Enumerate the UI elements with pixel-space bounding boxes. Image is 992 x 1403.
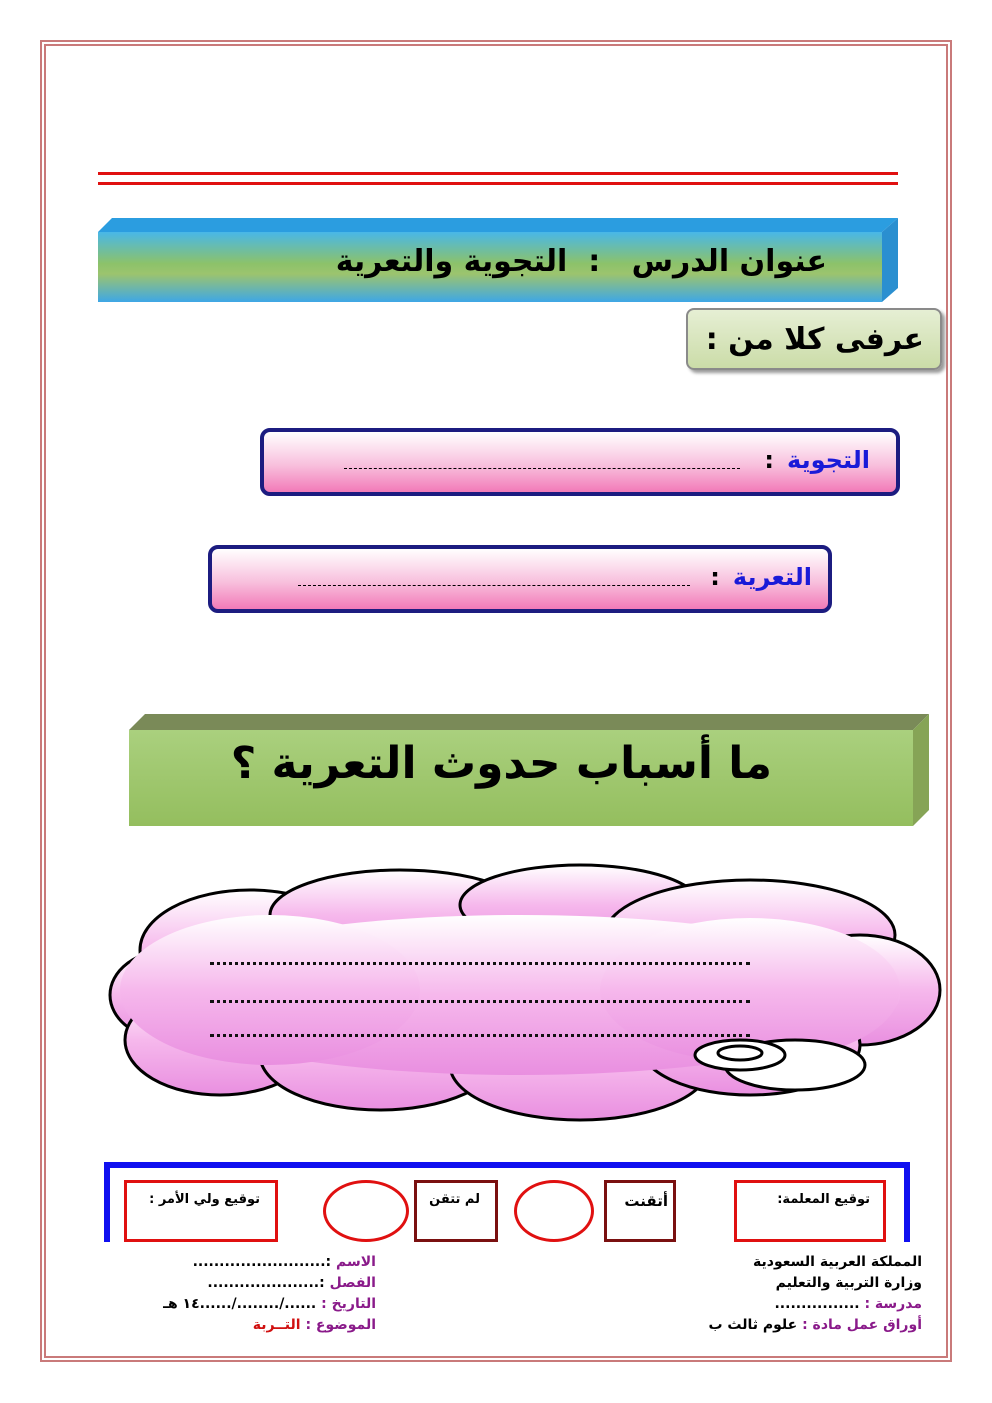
header-rule-top [98,172,898,175]
lesson-title-label: عنوان الدرس [631,244,827,279]
teacher-signature-label: توقيع المعلمة: [777,1192,870,1207]
answer-line-weathering[interactable] [344,468,740,469]
mastered-label: أتقنت [624,1192,668,1210]
ministry-line: وزارة التربية والتعليم [775,1275,922,1291]
lesson-title [336,244,827,279]
definition-term: التجوية [787,446,870,474]
student-info [163,1252,376,1336]
not-mastered-label: لم تتقن [429,1192,480,1207]
definition-label-erosion: التعرية : [710,563,812,591]
answer-dotline[interactable] [210,962,750,965]
parent-signature-box[interactable] [124,1180,278,1242]
school-info [708,1252,922,1336]
subject-line: أوراق عمل مادة : علوم ثالث ب [708,1317,922,1333]
definition-term: التعرية [732,563,812,591]
parent-signature-label: توقيع ولي الأمر : [149,1192,260,1207]
not-mastered-box[interactable] [414,1180,498,1242]
lesson-title-value: التجوية والتعرية [335,244,568,279]
answer-dotline[interactable] [210,1034,750,1037]
definition-label-weathering: التجوية : [764,446,870,474]
cloud-answer-area[interactable] [210,962,750,1062]
country-line: المملكة العربية السعودية [753,1254,922,1270]
topic-line: الموضوع : التــربة [252,1317,376,1333]
school-line: مدرسة : ................ [774,1296,922,1312]
class-line[interactable]: الفصل :..................... [207,1275,376,1291]
mastered-box[interactable] [604,1180,676,1242]
answer-line-erosion[interactable] [298,585,690,586]
date-line[interactable]: التاريخ : ....../......../......١٤ هـ [163,1296,376,1312]
teacher-signature-box[interactable] [734,1180,886,1242]
lesson-title-sep: : [588,244,601,279]
mastered-circle[interactable] [514,1180,594,1242]
student-name-line[interactable]: الاسم :......................... [192,1254,376,1270]
instruction-text: عرفى كلا من : [705,322,924,357]
header-rule-bottom [98,182,898,185]
answer-dotline[interactable] [210,1000,750,1003]
question-text: ما أسباب حدوث التعرية ؟ [230,738,772,789]
not-mastered-circle[interactable] [323,1180,409,1242]
